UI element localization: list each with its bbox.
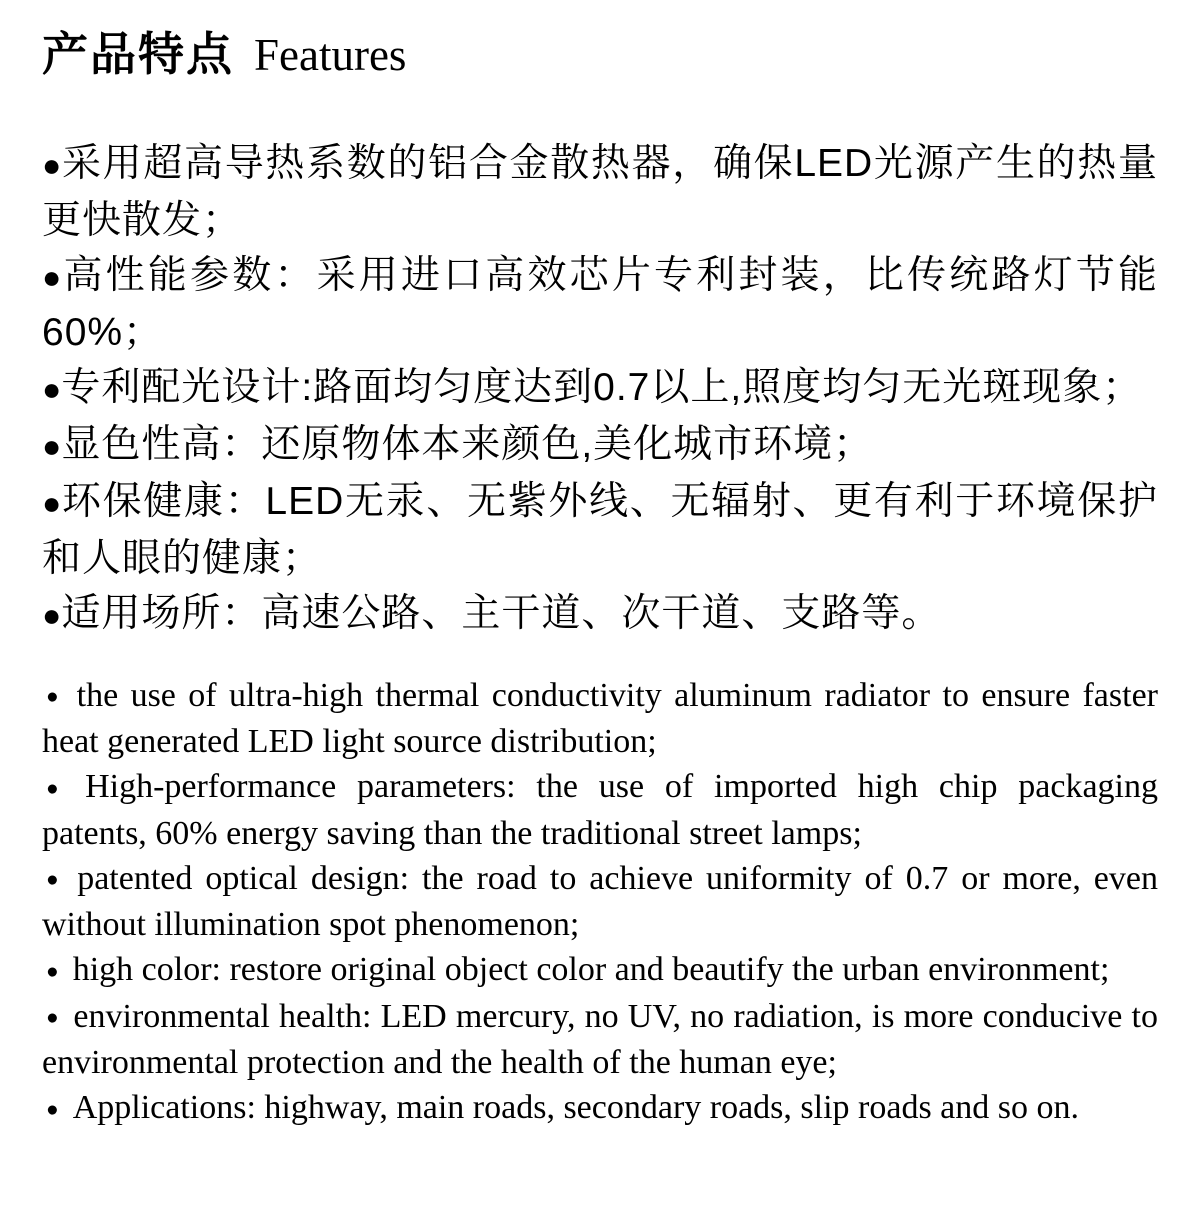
feature-text: the use of ultra-high thermal conductivity aluminum radiator to ensure faster heat generated LED light source distribution;	[42, 676, 1158, 761]
feature-text: high color: restore original object color and beautify the urban environment;	[72, 951, 1110, 989]
feature-text: High-performance parameters: the use of imported high chip packaging patents, 60% energy saving than the traditional street lamps;	[42, 768, 1158, 852]
feature-text: patented optical design: the road to achieve uniformity of 0.7 or more, even without illumination spot phenomenon;	[42, 859, 1158, 944]
feature-item-en	[42, 947, 1158, 993]
feature-item-en	[42, 856, 1158, 947]
feature-text: 环保健康：LED无汞、无紫外线、无辐射、更有利于环境保护和人眼的健康；	[42, 479, 1158, 580]
feature-text: 专利配光设计:路面均匀度达到0.7以上,照度均匀无光斑现象；	[61, 365, 1143, 409]
feature-text: Applications: highway, main roads, secondary roads, slip roads and so on.	[72, 1089, 1080, 1127]
bullet-icon: ●	[42, 484, 62, 521]
bullet-icon: ●	[46, 1096, 59, 1121]
feature-text: environmental health: LED mercury, no UV, no radiation, is more conducive to environmental protection and the health of the human eye;	[42, 997, 1159, 1082]
bullet-icon: ●	[42, 258, 64, 295]
feature-text: 高性能参数：采用进口高效芯片专利封装，比传统路灯节能60%；	[42, 253, 1158, 354]
feature-text: 采用超高导热系数的铝合金散热器，确保LED光源产生的热量更快散发；	[42, 141, 1158, 242]
feature-item-en	[42, 673, 1158, 764]
feature-text: 显色性高：还原物体本来颜色,美化城市环境；	[61, 422, 874, 466]
feature-item-zh	[42, 136, 1158, 248]
page-title-chinese: 产品特点	[42, 28, 234, 80]
bullet-icon: ●	[42, 596, 62, 633]
features-list-chinese	[42, 136, 1158, 643]
bullet-icon: ●	[46, 867, 64, 892]
feature-item-zh	[42, 417, 1158, 474]
feature-item-en	[42, 764, 1158, 855]
feature-text: 适用场所：高速公路、主干道、次干道、支路等。	[61, 591, 942, 635]
feature-item-zh	[42, 248, 1158, 360]
feature-item-zh	[42, 474, 1158, 586]
bullet-icon: ●	[42, 146, 62, 183]
bullet-icon: ●	[46, 1005, 60, 1030]
features-list-english	[42, 673, 1158, 1132]
bullet-icon: ●	[42, 370, 62, 407]
feature-item-zh	[42, 586, 1158, 643]
feature-item-en	[42, 994, 1158, 1085]
feature-item-zh	[42, 360, 1158, 417]
bullet-icon: ●	[46, 958, 59, 983]
page-title-english: Features	[254, 30, 407, 80]
bullet-icon: ●	[42, 427, 62, 464]
bullet-icon: ●	[46, 684, 63, 709]
bullet-icon: ●	[46, 775, 72, 800]
feature-item-en	[42, 1085, 1158, 1131]
page-title	[42, 28, 1158, 82]
